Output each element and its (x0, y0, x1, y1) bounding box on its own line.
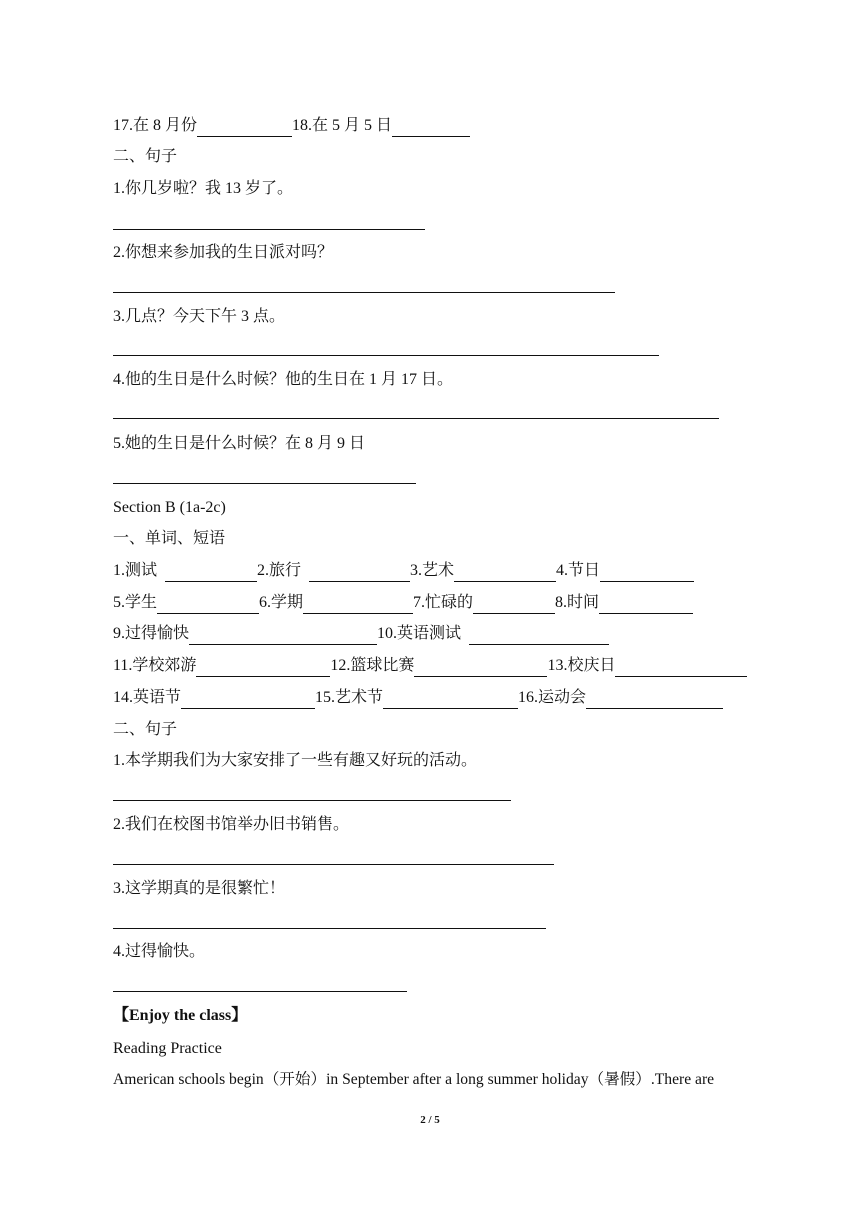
sentence-prompt: 4.他的生日是什么时候？他的生日在 1 月 17 日。 (113, 371, 454, 388)
answer-blank[interactable] (600, 564, 694, 582)
answer-line[interactable] (113, 864, 554, 865)
vocab-item: 2.旅行 (257, 562, 302, 579)
sentence-prompt: 1.本学期我们为大家安排了一些有趣又好玩的活动。 (113, 752, 478, 769)
answer-blank[interactable] (157, 596, 259, 614)
vocab-item: 15.艺术节 (315, 689, 384, 706)
vocab-item: 5.学生 (113, 594, 158, 611)
answer-line[interactable] (113, 292, 615, 293)
answer-blank[interactable] (454, 564, 556, 582)
section-heading: 二、句子 (113, 721, 178, 738)
vocab-item-18: 18.在 5 月 5 日 (292, 117, 393, 134)
answer-blank[interactable] (469, 627, 609, 645)
sentence-prompt: 1.你几岁啦？我 13 岁了。 (113, 180, 294, 197)
vocab-item: 4.节日 (556, 562, 601, 579)
sentence-prompt: 2.我们在校图书馆举办旧书销售。 (113, 816, 350, 833)
vocab-item-17: 17.在 8 月份 (113, 117, 198, 134)
answer-blank[interactable] (165, 564, 257, 582)
sentence-prompt: 2.你想来参加我的生日派对吗？ (113, 244, 334, 261)
answer-line[interactable] (113, 355, 659, 356)
vocab-row (113, 560, 694, 582)
answer-line[interactable] (113, 928, 546, 929)
answer-blank[interactable] (189, 627, 377, 645)
vocab-item: 13.校庆日 (547, 657, 616, 674)
vocab-row-17-18 (113, 115, 470, 137)
answer-blank[interactable] (599, 596, 693, 614)
vocab-row (113, 655, 747, 677)
answer-blank[interactable] (615, 659, 747, 677)
answer-blank[interactable] (303, 596, 413, 614)
sentence-prompt: 5.她的生日是什么时候？在 8 月 9 日 (113, 435, 366, 452)
reading-paragraph: American schools begin（开始）in September after a long summer holiday（暑假）.There are (113, 1071, 715, 1088)
section-title: Section B (1a-2c) (113, 499, 226, 516)
answer-blank[interactable] (414, 659, 547, 677)
vocab-item: 1.测试 (113, 562, 158, 579)
answer-line[interactable] (113, 418, 719, 419)
answer-line[interactable] (113, 483, 416, 484)
vocab-row (113, 592, 693, 614)
vocab-item: 3.艺术 (410, 562, 455, 579)
answer-line[interactable] (113, 800, 511, 801)
answer-blank[interactable] (309, 564, 410, 582)
vocab-item: 10.英语测试 (377, 625, 462, 642)
vocab-row (113, 687, 723, 709)
vocab-row (113, 623, 609, 645)
answer-line[interactable] (113, 991, 407, 992)
section-heading: 二、句子 (113, 148, 178, 165)
page-number: 2 / 5 (420, 1114, 440, 1126)
answer-blank[interactable] (197, 119, 292, 137)
answer-blank[interactable] (392, 119, 470, 137)
vocab-item: 9.过得愉快 (113, 625, 190, 642)
vocab-item: 14.英语节 (113, 689, 182, 706)
vocab-item: 6.学期 (259, 594, 304, 611)
section-heading: 一、单词、短语 (113, 530, 226, 547)
reading-subheading: Reading Practice (113, 1040, 222, 1057)
answer-blank[interactable] (586, 691, 723, 709)
vocab-item: 7.忙碌的 (413, 594, 474, 611)
vocab-item: 8.时间 (555, 594, 600, 611)
enjoy-heading: 【Enjoy the class】 (113, 1007, 248, 1024)
sentence-prompt: 3.几点？今天下午 3 点。 (113, 308, 286, 325)
answer-line[interactable] (113, 229, 425, 230)
sentence-prompt: 3.这学期真的是很繁忙！ (113, 880, 286, 897)
answer-blank[interactable] (473, 596, 555, 614)
answer-blank[interactable] (196, 659, 330, 677)
vocab-item: 16.运动会 (518, 689, 587, 706)
answer-blank[interactable] (181, 691, 315, 709)
vocab-item: 11.学校郊游 (113, 657, 197, 674)
answer-blank[interactable] (383, 691, 518, 709)
vocab-item: 12.篮球比赛 (330, 657, 415, 674)
sentence-prompt: 4.过得愉快。 (113, 943, 206, 960)
